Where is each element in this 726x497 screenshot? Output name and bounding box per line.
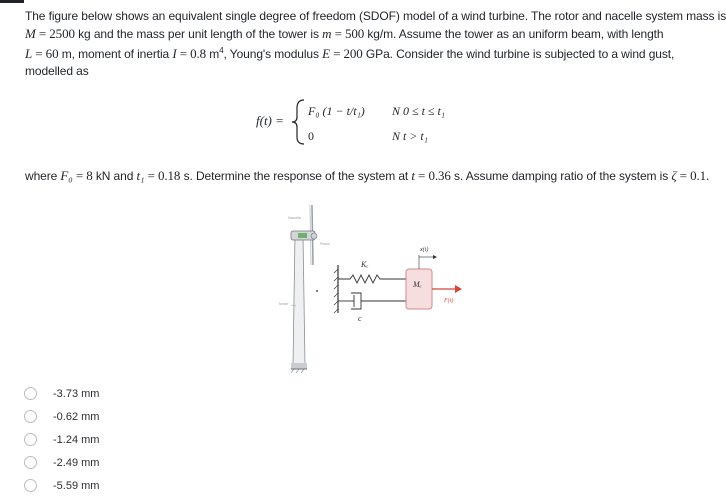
tower-label: Tower (278, 301, 289, 306)
question-text: The figure below shows an equivalent single degree of freedom (SDOF) model of a wind turbine. The rotor and nacelle system mass is (25, 9, 726, 23)
math-F0: F₀ (60, 168, 73, 183)
wind-turbine-tower (291, 235, 307, 373)
math-t: t (411, 168, 415, 183)
unit-m: m (206, 47, 220, 61)
value-L: = 60 (32, 46, 59, 61)
damper-label: c (358, 314, 362, 323)
option-3[interactable] (24, 428, 99, 451)
text: kg and the mass per unit length of the tower is (74, 27, 323, 41)
option-label: -2.49 mm (53, 456, 100, 469)
question-line-2 (25, 24, 697, 44)
text: m, moment of inertia (58, 47, 173, 61)
question-line-3 (25, 44, 697, 64)
piecewise-lhs: f(t) = (256, 113, 284, 128)
answer-options (24, 382, 99, 497)
option-label: -1.24 mm (53, 433, 100, 446)
value-m: = 500 (331, 26, 365, 41)
radio-button[interactable] (24, 410, 37, 423)
option-5[interactable] (24, 474, 99, 497)
text: , Young's modulus (223, 47, 323, 61)
value-I: = 0.8 (176, 46, 207, 61)
exponent: 4 (219, 46, 224, 55)
disp-label: x(t) (420, 247, 429, 253)
damper (338, 293, 406, 309)
option-1[interactable] (24, 382, 99, 405)
text: where (25, 169, 61, 183)
value-t: = 0.36 (414, 168, 451, 183)
math-L: L (25, 46, 33, 61)
value-M: = 2500 (35, 26, 75, 41)
option-label: -0.62 mm (53, 410, 100, 423)
option-label: -3.73 mm (53, 387, 100, 400)
fixed-wall (334, 265, 338, 313)
nacelle (291, 231, 317, 240)
radio-button[interactable] (24, 479, 37, 492)
value-t1: = 0.18 (144, 168, 181, 183)
radio-button[interactable] (24, 456, 37, 469)
where-line (25, 166, 710, 186)
math-t1: t₁ (136, 168, 145, 183)
math-m: m (322, 26, 332, 41)
radio-button[interactable] (24, 387, 37, 400)
spring (338, 275, 406, 283)
value-E: = 200 (329, 46, 363, 61)
value-F0: = 8 (72, 168, 93, 183)
force-label: F(t) (444, 298, 454, 304)
radio-button[interactable] (24, 433, 37, 446)
case1-expr: F₀ (1 − t/t₁) (308, 104, 365, 118)
piecewise-equation (256, 92, 486, 152)
option-4[interactable] (24, 451, 99, 474)
text: modelled as (25, 64, 89, 78)
text: s. Assume damping ratio of the system is (450, 169, 672, 183)
sdof-figure (258, 205, 478, 375)
text: GPa. Consider the wind turbine is subjected to a wind gust, (362, 47, 675, 61)
nacelle-label: Nacelle (288, 215, 302, 220)
value-zeta: = 0.1. (676, 168, 710, 183)
question-line-4 (25, 62, 697, 81)
math-zeta: ζ (671, 168, 677, 183)
math-I: I (172, 46, 177, 61)
text: kN and (92, 169, 137, 183)
case2-expr: 0 (308, 129, 314, 143)
rotor-label: Rotor (320, 241, 330, 246)
text: s. Determine the response of the system at (180, 169, 412, 183)
spring-label: Kₑ (361, 260, 369, 269)
math-M: M (25, 26, 36, 41)
math-E: E (322, 46, 330, 61)
option-2[interactable] (24, 405, 99, 428)
case2-condition: N t > t₁ (392, 129, 428, 143)
mass-block (406, 269, 432, 309)
option-label: -5.59 mm (53, 479, 100, 492)
top-accent-bar (0, 0, 24, 3)
mass-label: Mₑ (413, 280, 422, 289)
case1-condition: N 0 ≤ t ≤ t₁ (392, 104, 446, 118)
text: kg/m. Assume the tower as an uniform beam, with length (364, 27, 664, 41)
left-brace (292, 100, 304, 144)
